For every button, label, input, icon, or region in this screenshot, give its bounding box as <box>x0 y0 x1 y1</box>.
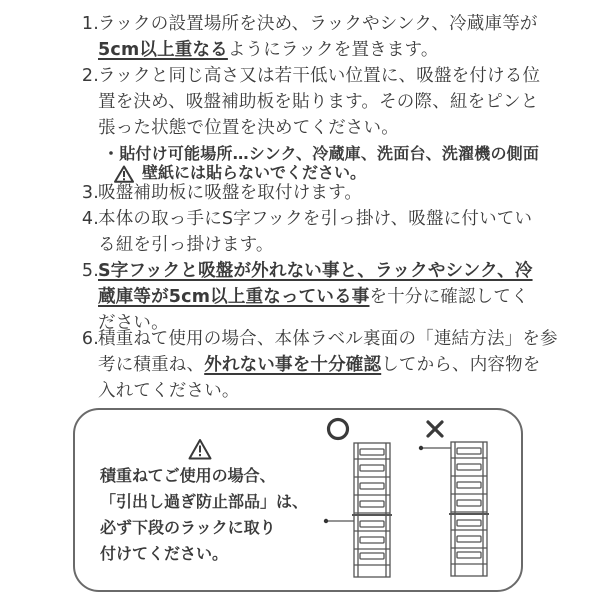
step-4-text-1: 本体の取っ手にS字フックを引っ掛け、吸盤に付いてい <box>98 209 533 229</box>
correct-stacked-rack-illustration <box>322 441 394 581</box>
step-1-emphasis: 5cm以上重なる <box>98 40 228 60</box>
step-3-number: 3. <box>81 183 99 203</box>
wallpaper-warning-text: 壁紙には貼らないでください。 <box>142 163 367 182</box>
step-5-text-3: ださい。 <box>98 313 169 333</box>
step-1-number: 1. <box>81 14 99 34</box>
step-1-text-2: 5cm以上重なるようにラックを置きます。 <box>98 40 439 60</box>
warning-triangle-icon <box>188 438 212 460</box>
placement-bullet-text: ・貼付け可能場所…シンク、冷蔵庫、洗面台、洗濯機の側面 <box>103 144 540 163</box>
step-6-text-1: 積重ねて使用の場合、本体ラベル裏面の「連結方法」を参 <box>98 329 558 349</box>
ng-cross-mark <box>425 419 445 439</box>
step-6-text-3: 入れてください。 <box>98 381 240 401</box>
step-2-text-2: 置を決め、吸盤補助板を貼ります。その際、紐をピンと <box>98 92 539 112</box>
step-4-text-2: る紐を引っ掛けます。 <box>98 235 274 255</box>
step-2-text-1: ラックと同じ高さ又は若干低い位置に、吸盤を付ける位 <box>98 66 541 86</box>
step-6-number: 6. <box>81 329 99 349</box>
step-3-text: 吸盤補助板に吸盤を取付けます。 <box>98 183 363 203</box>
step-5-number: 5. <box>81 261 99 281</box>
step-6-text-2: 考に積重ね、外れない事を十分確認してから、内容物を <box>98 355 541 375</box>
step-5-emphasis-2: 蔵庫等が5cm以上重なっている事 <box>98 287 370 307</box>
step-1-text: ラックの設置場所を決め、ラックやシンク、冷蔵庫等が <box>98 14 538 34</box>
step-6-emphasis: 外れない事を十分確認 <box>204 355 382 375</box>
step-2-text-3: 張った状態で位置を決めてください。 <box>98 118 399 138</box>
notice-line-4: 付けてください。 <box>100 544 229 563</box>
ok-circle-mark <box>325 416 351 442</box>
step-2-number: 2. <box>81 66 99 86</box>
step-4-number: 4. <box>81 209 99 229</box>
incorrect-stacked-rack-illustration <box>417 438 495 580</box>
notice-line-3: 必ず下段のラックに取り <box>100 518 276 537</box>
step-5-emphasis-1: S字フックと吸盤が外れない事と、ラックやシンク、冷 <box>98 261 533 281</box>
step-5-text-2: 蔵庫等が5cm以上重なっている事を十分に確認してく <box>98 287 529 307</box>
notice-line-1: 積重ねてご使用の場合、 <box>100 466 276 485</box>
notice-line-2: 「引出し過ぎ防止部品」は、 <box>100 492 309 511</box>
step-5-text-1 <box>98 258 533 284</box>
